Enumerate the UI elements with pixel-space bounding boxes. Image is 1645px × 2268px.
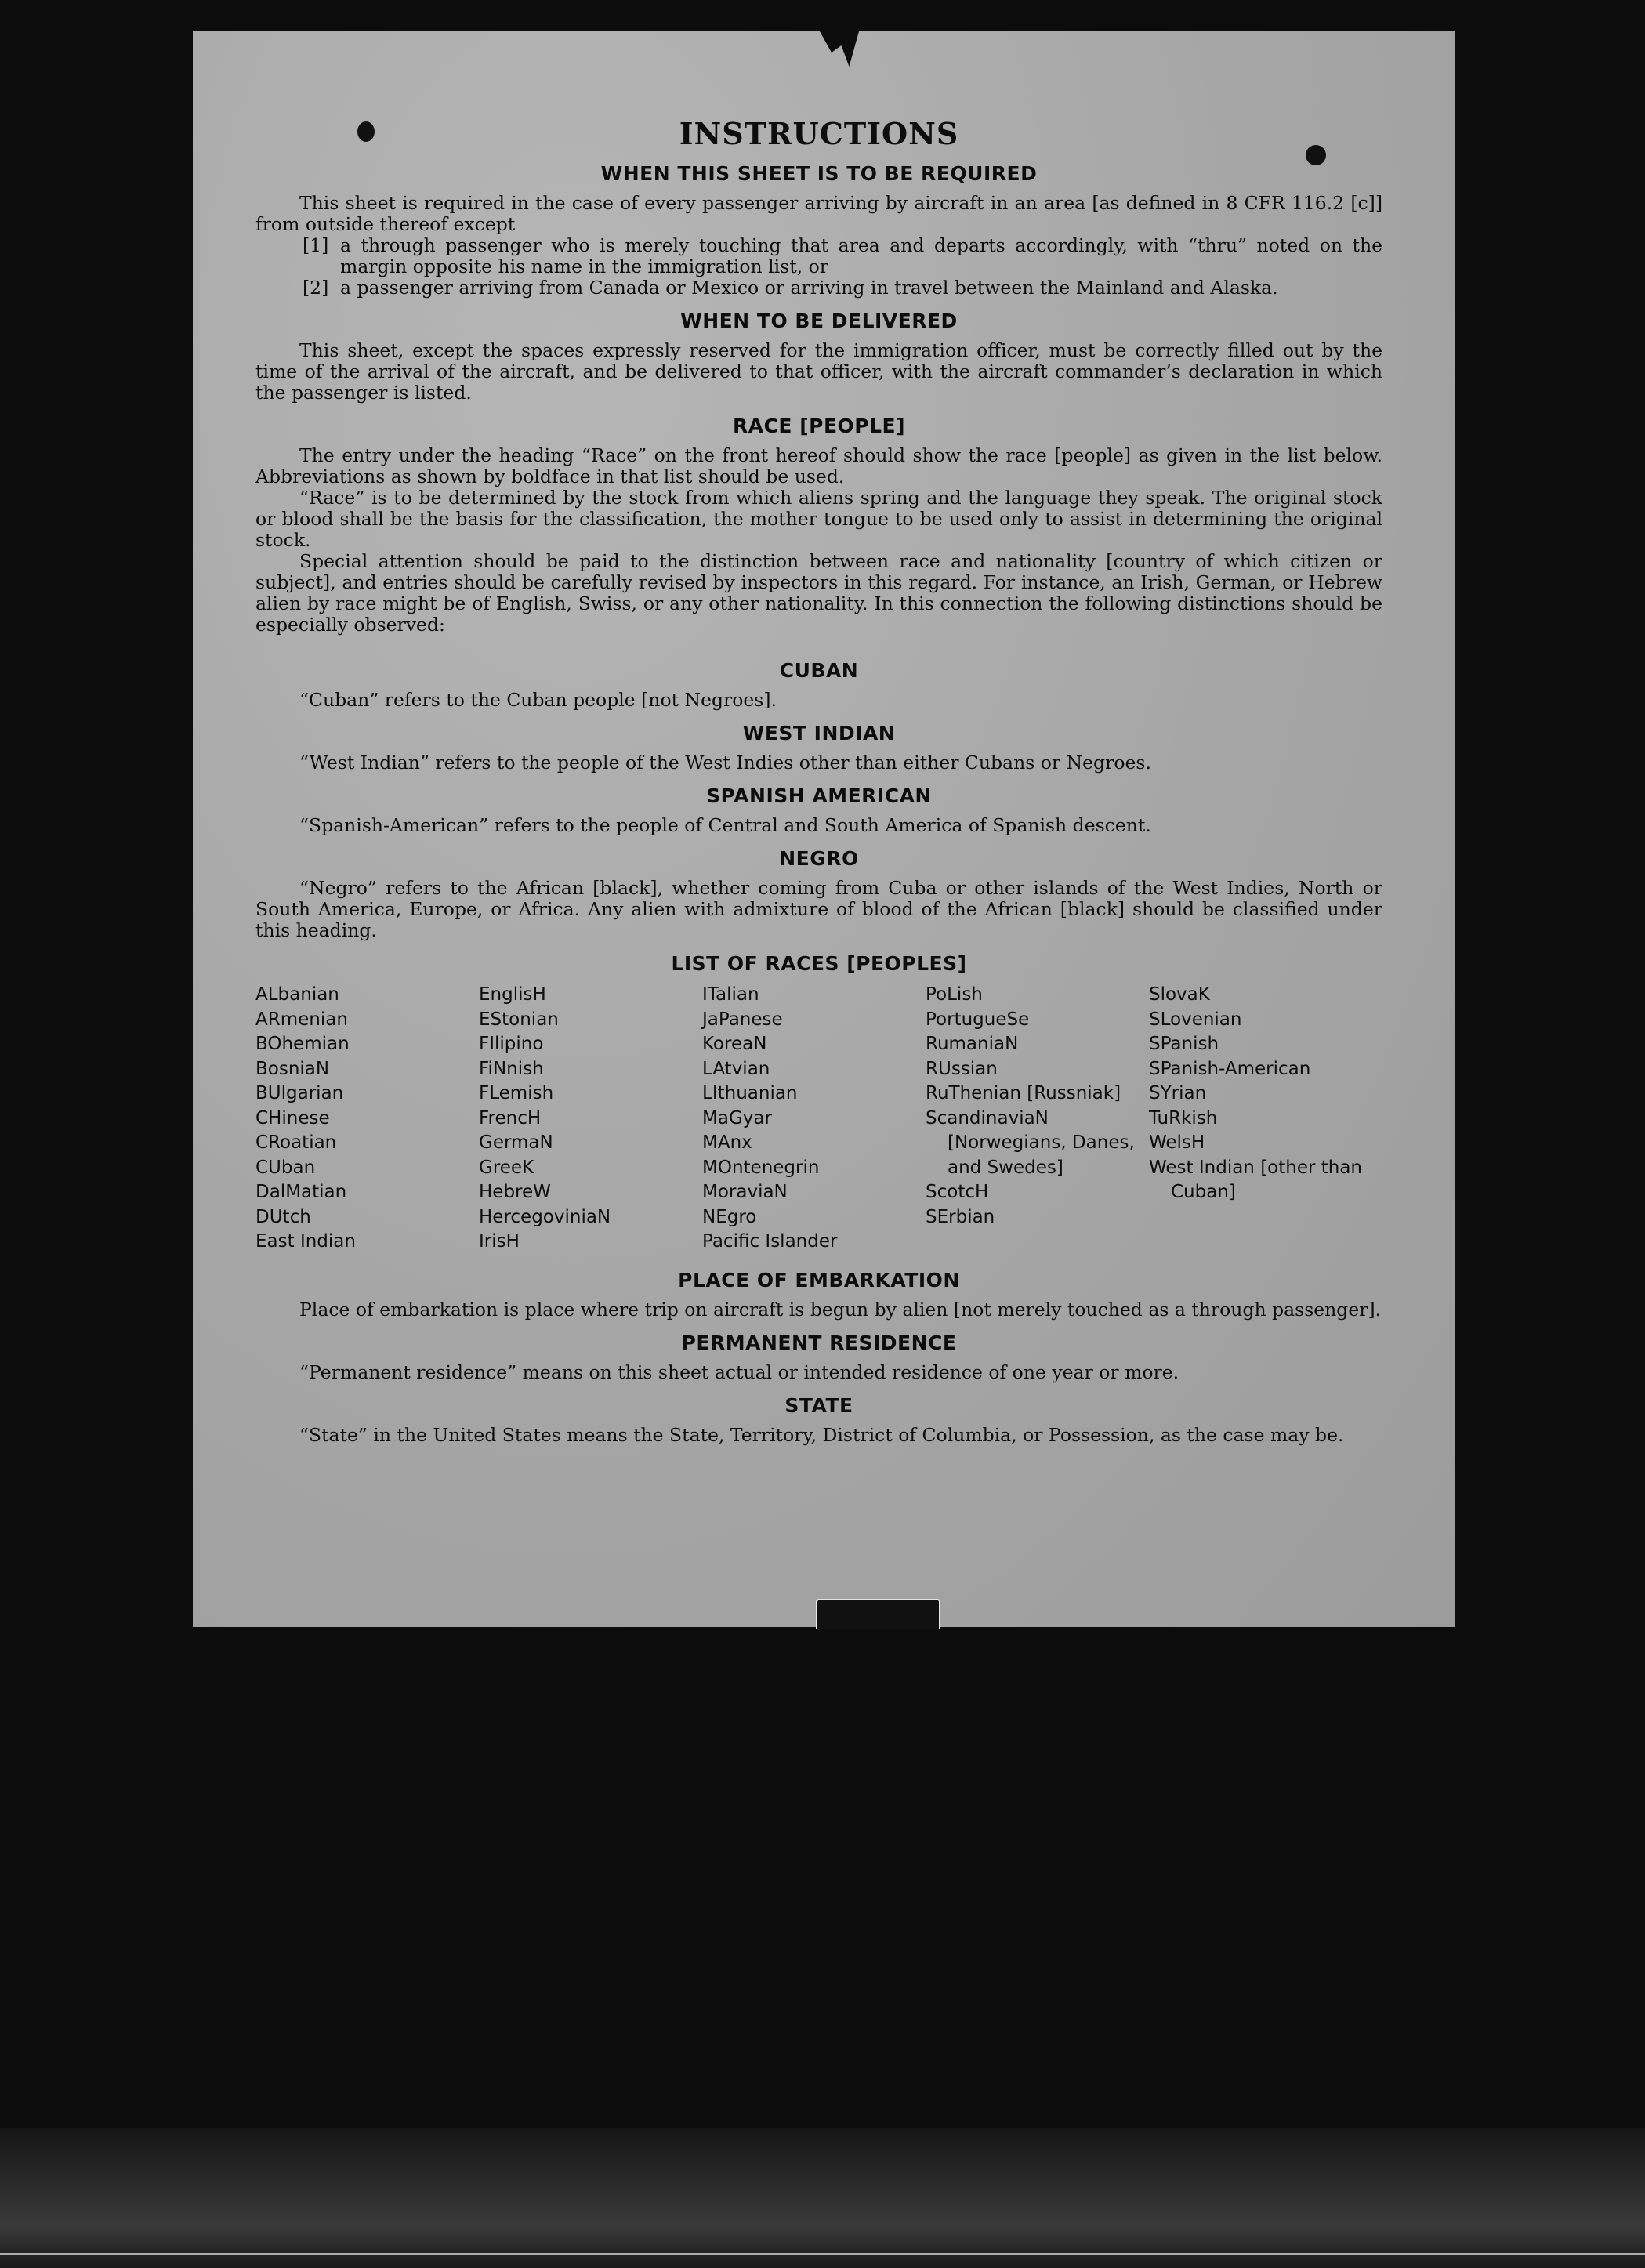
race-item: SYrian <box>1149 1083 1207 1103</box>
page-title: INSTRUCTIONS <box>679 116 959 151</box>
race-paragraph-3: Special attention should be paid to the distinction between race and nationality [country of which citizen or subject], and entries should be carefully revised by inspectors in this regard. For instance, an Irish, German, or Hebrew alien by race might be of English, Swiss, or any other nationality. In this connection the following distinctions should be especially observed: <box>255 550 1382 636</box>
race-item: LIthuanian <box>702 1083 798 1103</box>
race-item: ScotcH <box>926 1182 989 1202</box>
negro-text: “Negro” refers to the African [black], whether coming from Cuba or other islands of the West Indies, North or South America, Europe, or Africa. Any alien with admixture of blood of the African [black] should be classified under this heading. <box>255 877 1382 941</box>
section-heading-spanish-american: SPANISH AMERICAN <box>706 784 932 807</box>
race-item: LAtvian <box>702 1058 770 1079</box>
required-item <box>303 277 1382 299</box>
race-item: KoreaN <box>702 1034 767 1054</box>
ink-spot <box>1306 145 1326 165</box>
race-item: BOhemian <box>255 1034 350 1054</box>
race-item: DUtch <box>255 1206 311 1227</box>
race-item: RuThenian [Russniak] <box>926 1083 1121 1103</box>
race-item: TuRkish <box>1149 1107 1218 1129</box>
race-item: ScandinaviaN [Norwegians, Danes, and Swedes] <box>926 1107 1135 1178</box>
delivered-text: This sheet, except the spaces expressly reserved for the immigration officer, must be correctly filled out by the time of the arrival of the aircraft, and be delivered to that officer, with the aircraft commander’s declaration in which the passenger is listed. <box>255 339 1382 404</box>
race-item: SErbian <box>926 1206 995 1227</box>
race-item: MoraviaN <box>702 1182 788 1202</box>
west-indian-text: “West Indian” refers to the people of the West Indies other than either Cubans or Negroes. <box>299 752 1151 774</box>
race-item: Pacific Islander <box>702 1231 838 1252</box>
race-item: DalMatian <box>255 1182 347 1202</box>
race-item: NEgro <box>702 1206 757 1227</box>
section-heading-required: WHEN THIS SHEET IS TO BE REQUIRED <box>600 162 1038 185</box>
item-number: [2] <box>303 277 329 299</box>
race-item: RUssian <box>926 1058 998 1079</box>
race-item: FiNnish <box>479 1058 544 1079</box>
required-intro: This sheet is required in the case of every passenger arriving by aircraft in an area [as defined in 8 CFR 116.2 [c]] from outside thereof except <box>255 192 1382 235</box>
ink-spot <box>357 121 375 142</box>
cuban-text: “Cuban” refers to the Cuban people [not Negroes]. <box>299 689 777 711</box>
race-item: FLemish <box>479 1083 554 1103</box>
section-heading-race: RACE [PEOPLE] <box>732 415 906 437</box>
race-paragraph-1: The entry under the heading “Race” on the front hereof should show the race [people] as given in the list below. Abbreviations as shown by boldface in that list should be used. <box>255 444 1382 487</box>
race-paragraph-2: “Race” is to be determined by the stock from which aliens spring and the language they speak. The original stock or blood shall be the basis for the classification, the mother tongue to be used only to assist in determining the original stock. <box>255 487 1382 551</box>
race-item: FIlipino <box>479 1034 544 1054</box>
paper-notch <box>816 1599 940 1629</box>
race-item: SlovaK <box>1149 984 1210 1005</box>
race-item: IrisH <box>479 1231 520 1252</box>
race-item: West Indian [other than Cuban] <box>1149 1157 1363 1202</box>
item-text: a passenger arriving from Canada or Mexico or arriving in travel between the Mainland and Alaska. <box>340 277 1278 299</box>
race-item: BUlgarian <box>255 1083 344 1103</box>
embarkation-text: Place of embarkation is place where trip on aircraft is begun by alien [not merely touched as a through passenger]. <box>299 1298 1382 1321</box>
section-heading-negro: NEGRO <box>779 847 859 870</box>
race-item: SPanish-American <box>1149 1058 1311 1079</box>
race-item: WelsH <box>1149 1132 1205 1153</box>
race-item: SPanish <box>1149 1034 1219 1054</box>
races-column <box>255 983 479 1255</box>
section-heading-races: LIST OF RACES [PEOPLES] <box>671 952 967 975</box>
item-text: a through passenger who is merely touching that area and departs accordingly, with “thru” noted on the margin opposite his name in the immigration list, or <box>340 234 1382 277</box>
race-item: FrencH <box>479 1107 542 1129</box>
document-sheet <box>193 31 1455 1627</box>
races-column <box>1149 983 1368 1255</box>
race-item: ITalian <box>702 984 759 1005</box>
race-item: JaPanese <box>702 1009 783 1030</box>
residence-text: “Permanent residence” means on this sheet actual or intended residence of one year or more. <box>299 1360 1179 1383</box>
race-item: CUban <box>255 1157 316 1178</box>
race-item: MAnx <box>702 1132 752 1153</box>
race-item: MaGyar <box>702 1107 772 1129</box>
races-column <box>926 983 1149 1255</box>
race-item: PoLish <box>926 984 983 1005</box>
state-text: “State” in the United States means the State, Territory, District of Columbia, or Possession, as the case may be. <box>299 1423 1344 1446</box>
race-item: GermaN <box>479 1132 553 1153</box>
race-item: EStonian <box>479 1009 559 1030</box>
race-item: East Indian <box>255 1231 356 1252</box>
scan-line <box>0 2253 1645 2255</box>
race-item: BosniaN <box>255 1058 330 1079</box>
section-heading-cuban: CUBAN <box>779 659 859 682</box>
races-column <box>702 983 926 1255</box>
race-item: PortugueSe <box>926 1009 1030 1030</box>
race-item: CHinese <box>255 1107 330 1129</box>
race-item: EnglisH <box>479 984 546 1005</box>
race-item: MOntenegrin <box>702 1157 820 1178</box>
race-item: RumaniaN <box>926 1034 1019 1054</box>
spanish-american-text: “Spanish-American” refers to the people of Central and South America of Spanish descent. <box>299 814 1151 836</box>
paper-tear <box>820 31 859 67</box>
race-item: CRoatian <box>255 1132 337 1153</box>
race-item: ALbanian <box>255 984 339 1005</box>
race-item: HercegoviniaN <box>479 1206 611 1227</box>
races-column <box>479 983 702 1255</box>
section-heading-delivered: WHEN TO BE DELIVERED <box>680 310 958 332</box>
section-heading-west-indian: WEST INDIAN <box>742 722 896 745</box>
section-heading-state: STATE <box>784 1393 853 1417</box>
section-heading-residence: PERMANENT RESIDENCE <box>681 1331 957 1354</box>
scanner-bottom-band <box>0 2128 1645 2268</box>
races-list <box>255 983 1382 1255</box>
required-item <box>303 235 1382 277</box>
item-number: [1] <box>303 234 329 256</box>
race-item: ARmenian <box>255 1009 348 1030</box>
race-item: GreeK <box>479 1157 534 1178</box>
section-heading-embarkation: PLACE OF EMBARKATION <box>678 1268 960 1292</box>
race-item: SLovenian <box>1149 1009 1242 1030</box>
race-item: HebreW <box>479 1182 551 1202</box>
